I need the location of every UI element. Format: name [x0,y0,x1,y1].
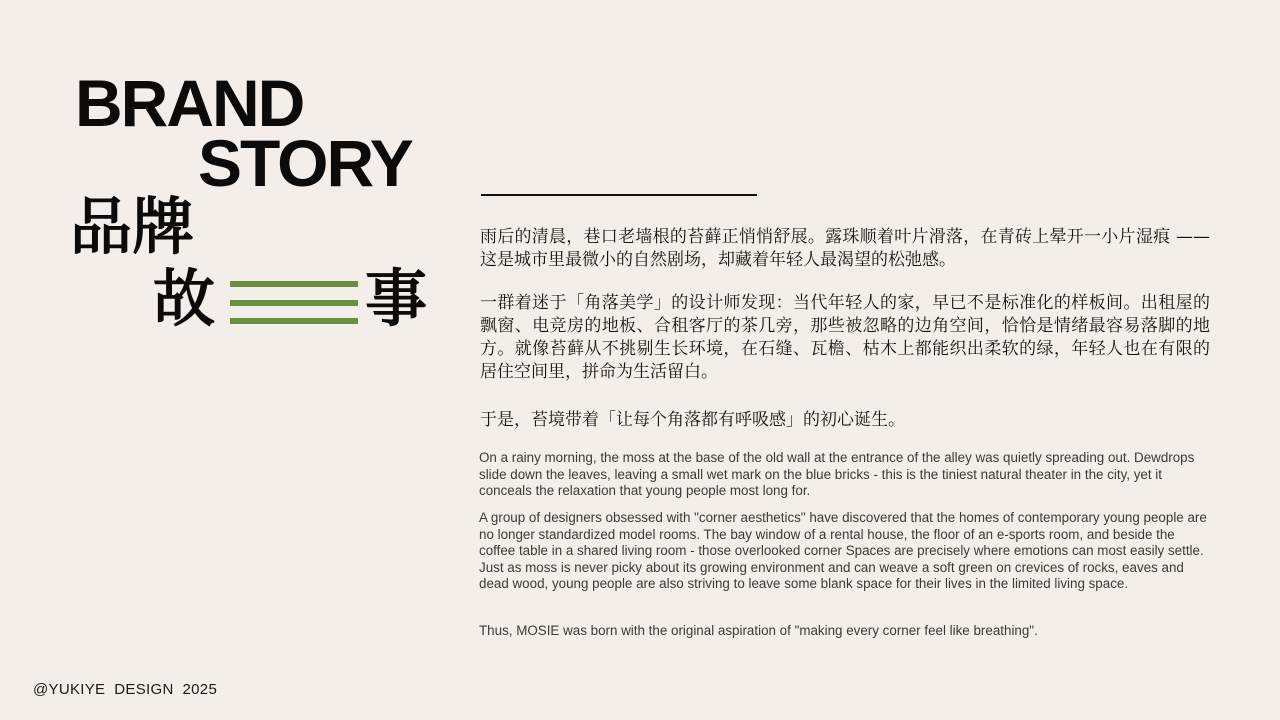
title-brand: BRAND [75,66,304,140]
en-paragraph-1: On a rainy morning, the moss at the base of the old wall at the entrance of the alley was quietly spreading out. Dewdrops slide down the leaves, leaving a small wet mark on the blue bricks - this is the tiniest natural theater in the city, yet it conceals the relaxation that young people most long for. [479,450,1195,498]
green-stripe [230,300,358,306]
title-zh-brand: 品牌 [70,190,195,263]
zh-paragraph-3: 于是，苔境带着「让每个角落都有呼吸感」的初心诞生。 [480,410,905,430]
zh-paragraph-2: 一群着迷于「角落美学」的设计师发现：当代年轻人的家，早已不是标准化的样板间。出租屋的飘窗、电竞房的地板、合租客厅的茶几旁，那些被忽略的边角空间，恰恰是情绪最容易落脚的地方。就像苔藓从不挑剔生长环境，在石缝、瓦檐、枯木上都能织出柔软的绿，年轻人也在有限的居住空间里，拼命为生活留白。 [480,293,1210,382]
green-stripe [230,318,358,324]
title-zh-gu: 故 [153,262,216,335]
footer-credit: @YUKIYE DESIGN 2025 [33,681,218,698]
en-paragraph-3: Thus, MOSIE was born with the original aspiration of "making every corner feel like breathing". [479,623,1038,638]
en-paragraph-2: A group of designers obsessed with "corner aesthetics" have discovered that the homes of contemporary young people are no longer standardized model rooms. The bay window of a rental house, the floor of an e-sports room, and beside the coffee table in a shared living room - those overlooked corner Spaces are precisely where emotions can most easily settle. Just as moss is never picky about its growing environment and can weave a soft green on crevices of rocks, eaves and dead wood, young people are also striving to leave some blank space for their lives in the limited living space. [479,510,1207,591]
title-story: STORY [198,126,412,200]
green-stripe [230,281,358,287]
zh-paragraph-1: 雨后的清晨，巷口老墙根的苔藓正悄悄舒展。露珠顺着叶片滑落，在青砖上晕开一小片湿痕 —— 这是城市里最微小的自然剧场，却藏着年轻人最渴望的松弛感。 [480,227,1210,270]
divider-line [481,194,757,196]
green-stripes-decoration [230,281,358,325]
title-zh-shi: 事 [365,262,428,335]
